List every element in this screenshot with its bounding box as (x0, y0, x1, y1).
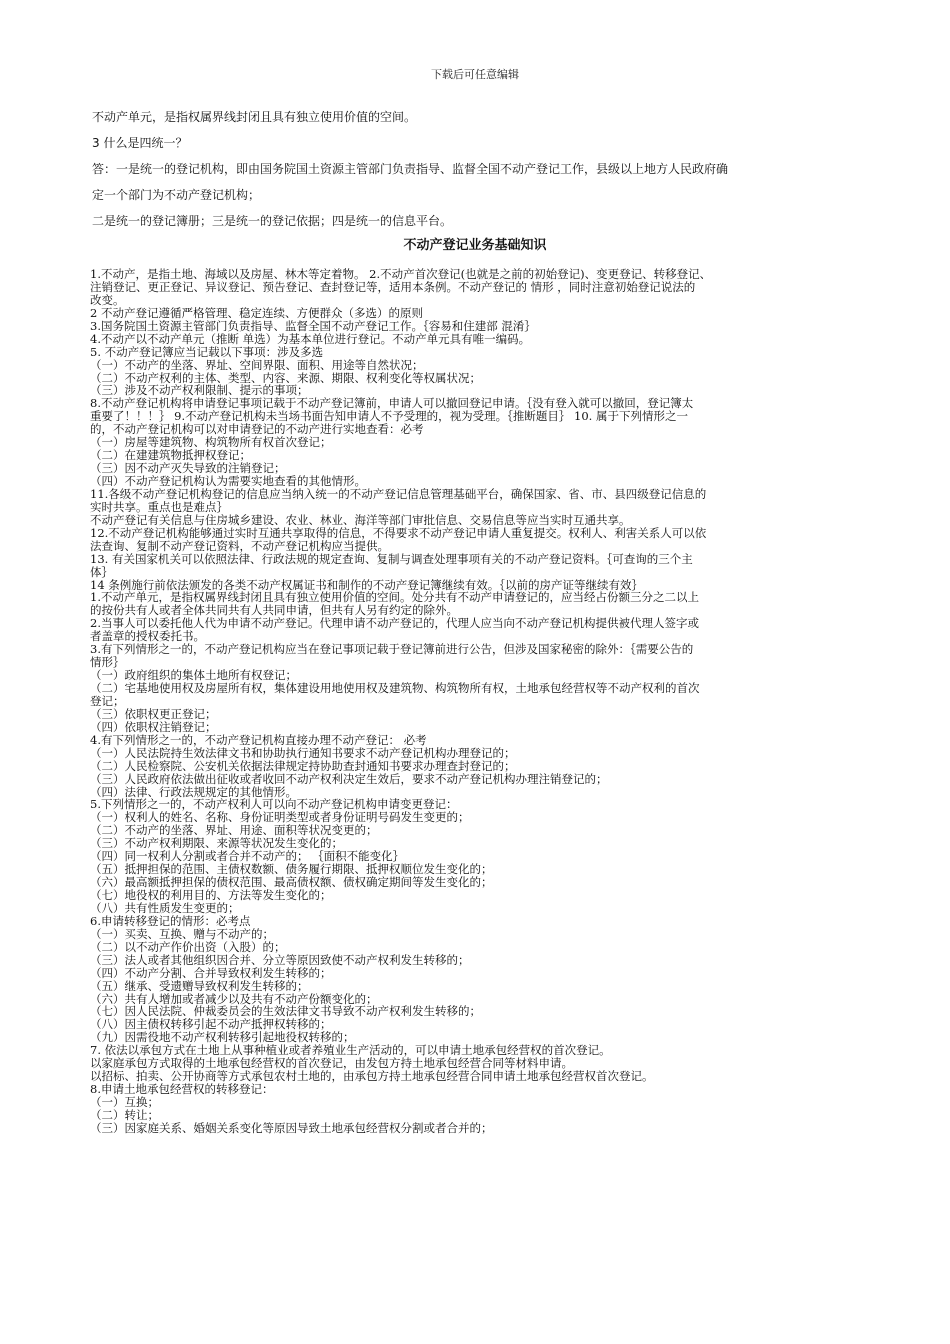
body-line: （一）房屋等建筑物、构筑物所有权首次登记； (90, 436, 332, 450)
body-line: 7. 依法以承包方式在土地上从事种植业或者养殖业生产活动的，可以申请土地承包经营权的首次登记。 (90, 1044, 611, 1058)
body-line: 2.当事人可以委托他人代为申请不动产登记。代理申请不动产登记的，代理人应当向不动产登记机构提供被代理人签字或 (90, 617, 699, 631)
body-line: 3.国务院国土资源主管部门负责指导、监督全国不动产登记工作。｛容易和住建部 混淆｝ (90, 319, 536, 333)
body-line: 者盖章的授权委托书。 (90, 630, 205, 644)
body-line: （七）因人民法院、仲裁委员会的生效法律文书导致不动产权利发生转移的； (90, 1005, 481, 1019)
intro-line: 不动产单元，是指权属界线封闭且具有独立使用价值的空间。 (92, 110, 417, 124)
body-line: （五）继承、受遗赠导致权利发生转移的； (90, 979, 309, 993)
body-line: 以招标、拍卖、公开协商等方式承包农村土地的，由承包方持土地承包经营合同申请土地承包经营权首次登记。 (90, 1070, 654, 1084)
body-line: （五）抵押担保的范围、主债权数额、债务履行期限、抵押权顺位发生变化的； (90, 863, 493, 877)
body-line: 6.申请转移登记的情形：必考点 (90, 914, 251, 928)
body-line: （一）不动产的坐落、界址、空间界限、面积、用途等自然状况； (90, 358, 424, 372)
body-line: 8.申请土地承包经营权的转移登记： (90, 1083, 274, 1096)
body-line: （二）不动产的坐落、界址、用途、面积等状况变更的； (90, 824, 378, 838)
intro-section (92, 104, 862, 234)
body-line: 重要了！！！｝ 9.不动产登记机构未当场书面告知申请人不予受理的，视为受理。｛推断题目｝ 10. 属于下列情形之一 (90, 410, 688, 424)
body-line: （六）最高额抵押担保的债权范围、最高债权额、债权确定期间等发生变化的； (90, 876, 493, 889)
body-line: （三）依职权更正登记； (90, 707, 217, 721)
intro-line: 定一个部门为不动产登记机构； (92, 188, 261, 202)
body-line: 体｝ (90, 565, 113, 579)
body-line: 12.不动产登记机构能够通过实时互通共享取得的信息，不得要求不动产登记申请人重复提交。权利人、利害关系人可以依 (90, 526, 707, 540)
body-line: 情形｝ (90, 656, 125, 670)
body-line: 1.不动产，是指土地、海域以及房屋、林木等定着物。 2.不动产首次登记(也就是之前的初始登记)、变更登记、转移登记、 (90, 268, 712, 281)
body-line: （八）因主债权转移引起不动产抵押权转移的； (90, 1018, 332, 1032)
body-line: （二）人民检察院、公安机关依据法律规定持协助查封通知书要求办理查封登记的； (90, 759, 516, 773)
body-line: （一）政府组织的集体土地所有权登记； (90, 669, 297, 682)
body-line: （九）因需役地不动产权利转移引起地役权转移的； (90, 1031, 355, 1045)
body-line: 2 不动产登记遵循严格管理、稳定连续、方便群众（多选）的原则 (90, 306, 423, 320)
body-line: （二）不动产权利的主体、类型、内容、来源、期限、权利变化等权属状况； (90, 371, 481, 385)
body-line: 11.各级不动产登记机构登记的信息应当纳入统一的不动产登记信息管理基础平台，确保国家、省、市、县四级登记信息的 (90, 487, 707, 501)
body-line: （四）不动产分割、合并导致权利发生转移的； (90, 966, 332, 980)
body-line: 不动产登记有关信息与住房城乡建设、农业、林业、海洋等部门审批信息、交易信息等应当实时互通共享。 (90, 513, 631, 527)
body-line: （一）人民法院持生效法律文书和协助执行通知书要求不动产登记机构办理登记的； (90, 746, 516, 760)
body-line: （六）共有人增加或者减少以及共有不动产份额变化的； (90, 992, 378, 1006)
body-line: （七）地役权的利用目的、方法等发生变化的； (90, 889, 332, 902)
body-line: （四）依职权注销登记； (90, 720, 217, 734)
body-line: 以家庭承包方式取得的土地承包经营权的首次登记，由发包方持土地承包经营合同等材料申请。 (90, 1057, 573, 1071)
body-line: 8.不动产登记机构将申请登记事项记载于不动产登记簿前，申请人可以撤回登记申请。｛没有登入就可以撤回，登记簿太 (90, 397, 694, 411)
body-line: （二）在建建筑物抵押权登记； (90, 449, 251, 463)
body-line: 登记； (90, 694, 125, 708)
body-line: 1.不动产单元，是指权属界线封闭且具有独立使用价值的空间。处分共有不动产申请登记的，应当经占份额三分之二以上 (90, 591, 699, 605)
body-line: （八）共有性质发生变更的； (90, 901, 240, 915)
body-line: 14 条例施行前依法颁发的各类不动产权属证书和制作的不动产登记簿继续有效。｛以前的房产证等继续有效｝ (90, 578, 644, 592)
intro-line: 二是统一的登记簿册；三是统一的登记依据；四是统一的信息平台。 (92, 214, 453, 228)
body-line: （四）同一权利人分割或者合并不动产的； ｛面积不能变化｝ (90, 850, 405, 864)
body-line: 的按份共有人或者全体共同共有人共同申请，但共有人另有约定的除外。 (90, 604, 458, 618)
body-line: 13. 有关国家机关可以依照法律、行政法规的规定查询、复制与调查处理事项有关的不动产登记资料。｛可查询的三个主 (90, 552, 693, 566)
body-line: （四）不动产登记机构认为需要实地查看的其他情形。 (90, 475, 366, 488)
body-line: （二）转让； (90, 1108, 159, 1122)
body-line: （四）法律、行政法规规定的其他情形。 (90, 785, 297, 799)
body-line: 5. 不动产登记簿应当记载以下事项：涉及多选 (90, 345, 324, 359)
body-line: （三）因不动产灭失导致的注销登记； (90, 462, 286, 475)
body-line: 实时共享。重点也是难点｝ (90, 500, 228, 514)
body-line: （一）买卖、互换、赠与不动产的； (90, 927, 274, 941)
body-line: 5.下列情形之一的，不动产权利人可以向不动产登记机构申请变更登记： (90, 798, 458, 812)
body-line: （二）以不动产作价出资（入股）的； (90, 940, 286, 954)
document-body (90, 268, 862, 1135)
body-line: （一）权利人的姓名、名称、身份证明类型或者身份证明号码发生变更的； (90, 811, 470, 825)
body-line: （三）涉及不动产权利限制、提示的事项； (90, 384, 309, 398)
page-header: 下载后可任意编辑 (431, 68, 519, 81)
body-line: （三）人民政府依法做出征收或者收回不动产权利决定生效后，要求不动产登记机构办理注销登记的； (90, 772, 608, 786)
body-line: （三）法人或者其他组织因合并、分立等原因致使不动产权利发生转移的； (90, 953, 470, 967)
intro-line: 3 什么是四统一？ (92, 136, 188, 150)
body-line: 的，不动产登记机构可以对申请登记的不动产进行实地查看：必考 (90, 423, 424, 437)
document-title: 不动产登记业务基础知识 (403, 238, 547, 253)
body-line: （三）不动产权利期限、来源等状况发生变化的； (90, 837, 343, 851)
body-line: 改变。 (90, 293, 125, 307)
body-line: 法查询、复制不动产登记资料，不动产登记机构应当提供。 (90, 539, 389, 553)
body-line: （一）互换； (90, 1096, 159, 1109)
intro-line: 答：一是统一的登记机构，即由国务院国土资源主管部门负责指导、监督全国不动产登记工作，县级以上地方人民政府确 (92, 162, 729, 176)
body-line: （三）因家庭关系、婚姻关系变化等原因导致土地承包经营权分割或者合并的； (90, 1121, 493, 1135)
body-line: 4.有下列情形之一的，不动产登记机构直接办理不动产登记： 必考 (90, 733, 427, 747)
body-line: （二）宅基地使用权及房屋所有权，集体建设用地使用权及建筑物、构筑物所有权，土地承包经营权等不动产权利的首次 (90, 682, 700, 695)
body-line: 4.不动产以不动产单元（推断 单选）为基本单位进行登记。不动产单元具有唯一编码。 (90, 332, 531, 346)
body-line: 注销登记、更正登记、异议登记、预告登记、查封登记等，适用本条例。不动产登记的 情形 ，同时注意初始登记说法的 (90, 280, 696, 294)
body-line: 3.有下列情形之一的，不动产登记机构应当在登记事项记载于登记簿前进行公告，但涉及国家秘密的除外：｛需要公告的 (90, 643, 694, 657)
